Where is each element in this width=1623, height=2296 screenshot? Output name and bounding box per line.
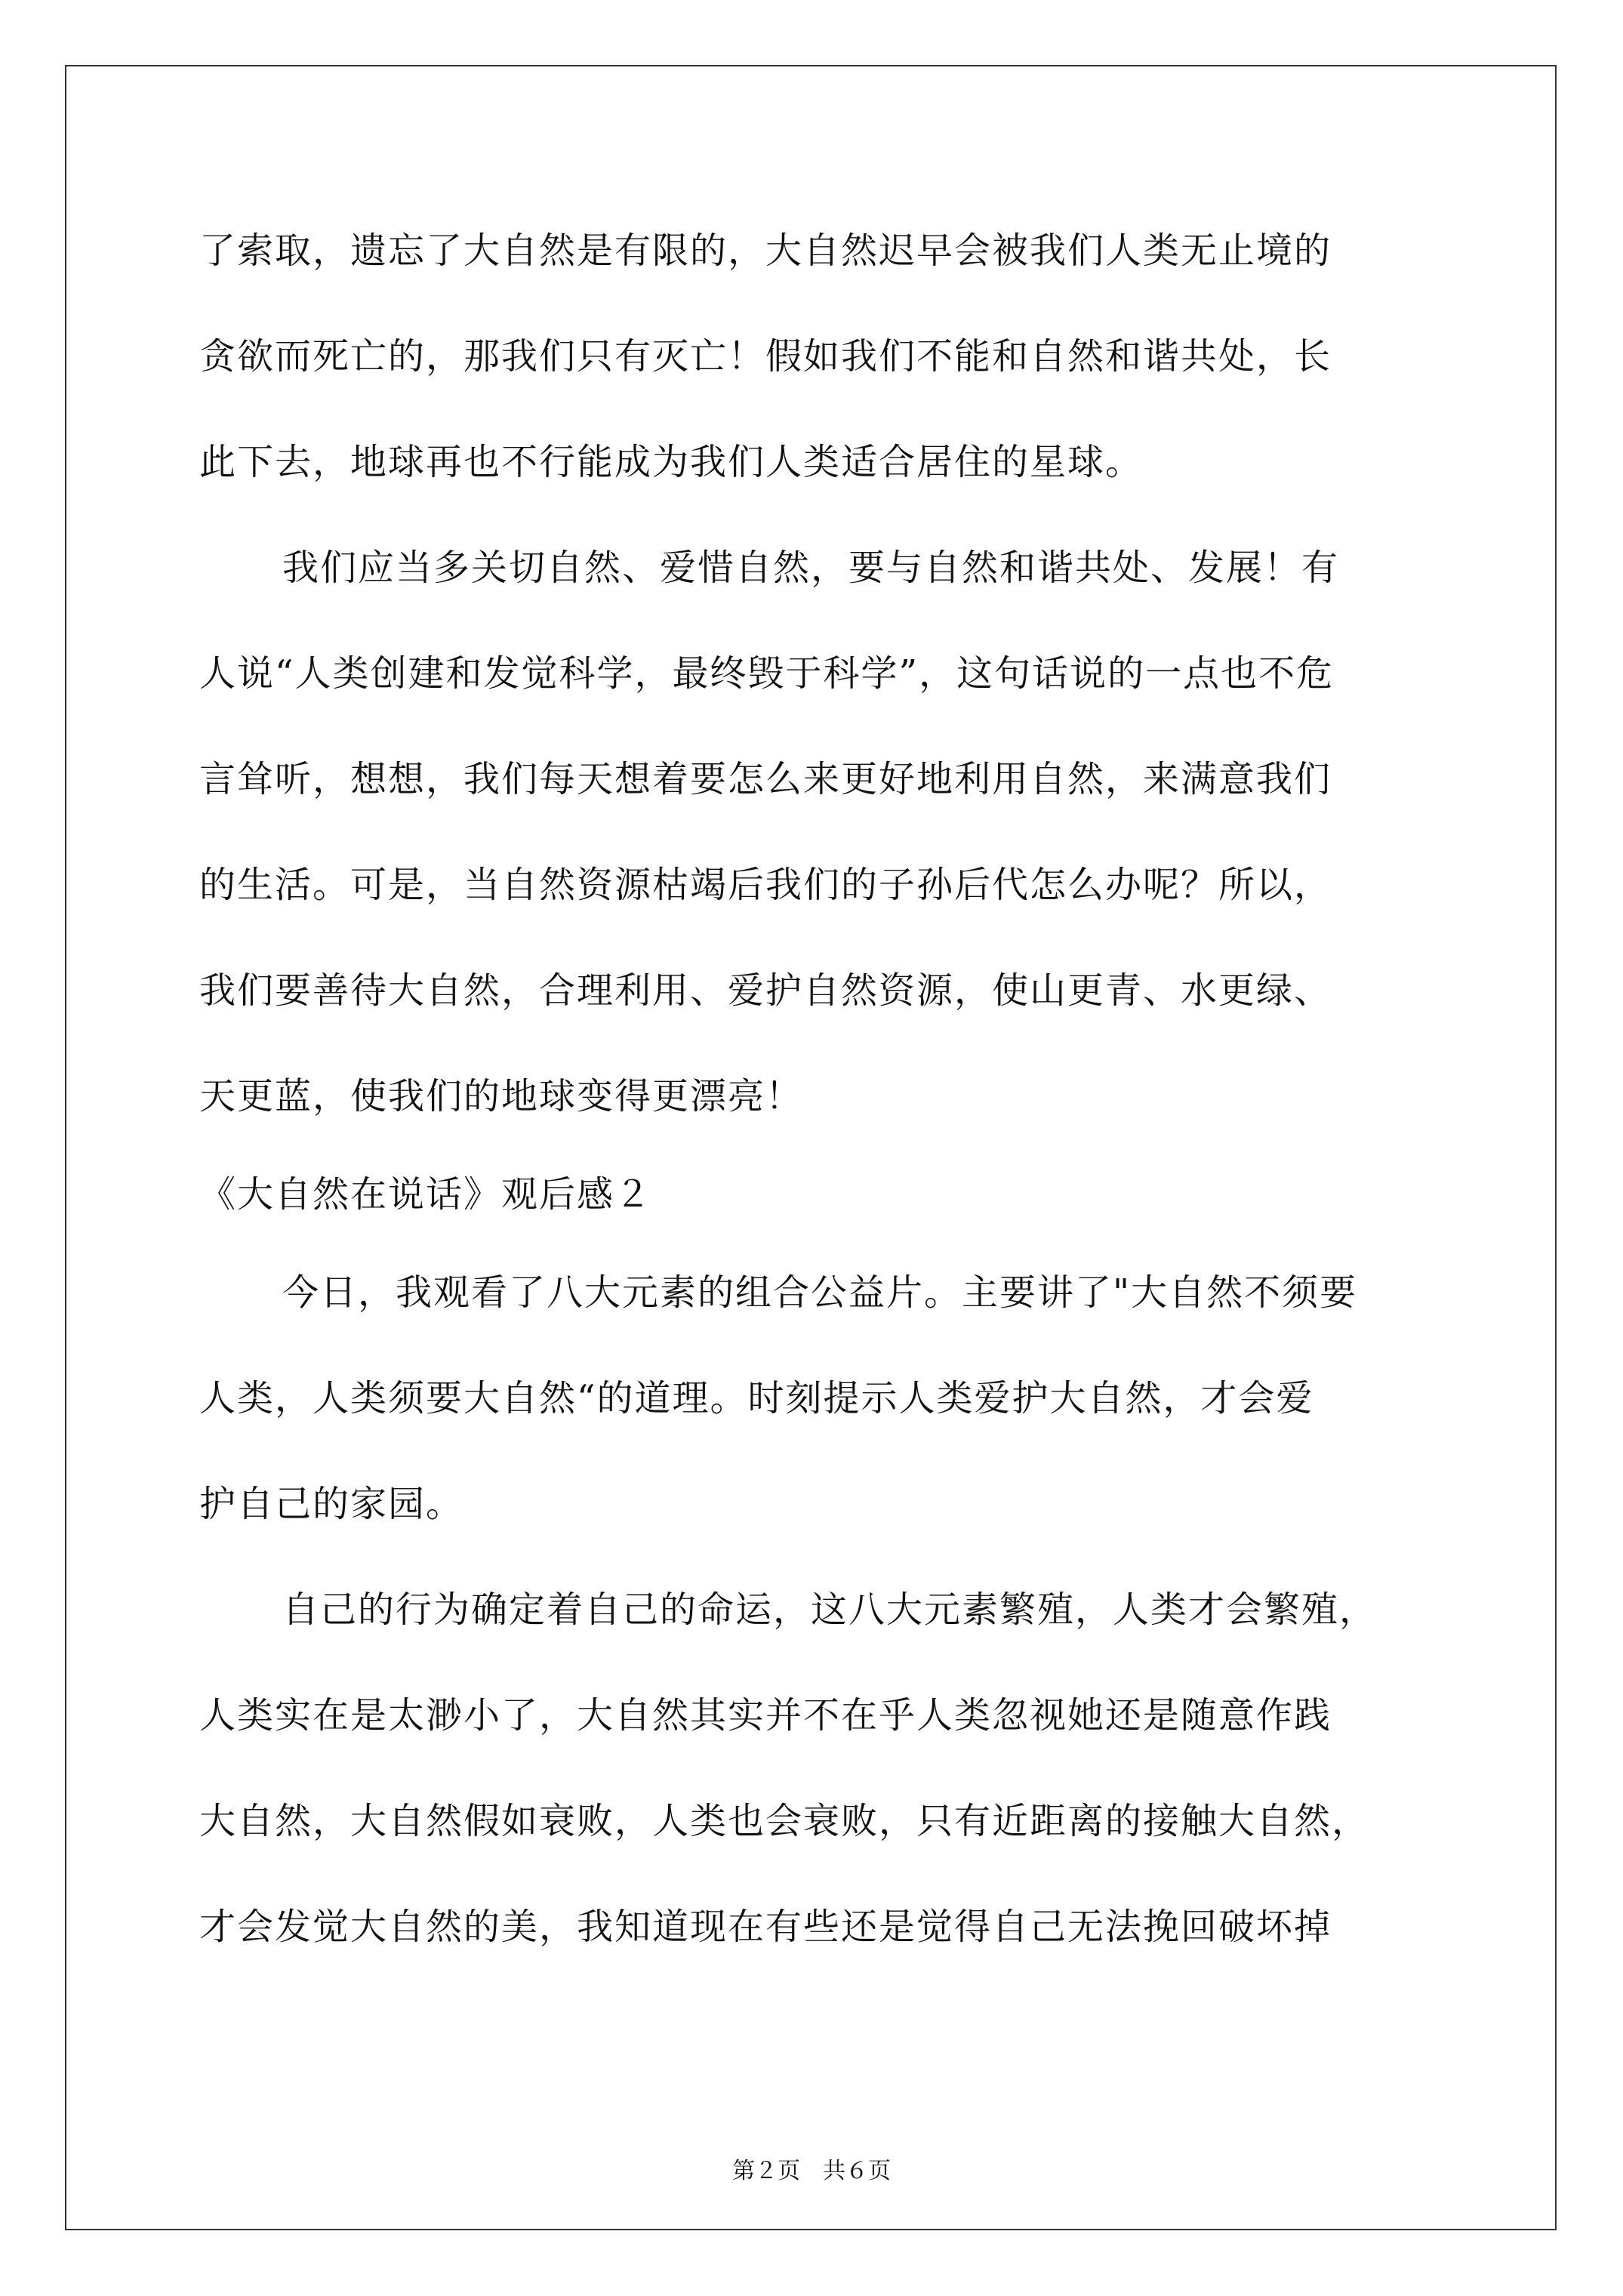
paragraph-line: 人类实在是太渺小了，大自然其实并不在乎人类忽视她还是随意作践	[199, 1694, 1332, 1737]
paragraph-line: 的生活。可是，当自然资源枯竭后我们的子孙后代怎么办呢？所以，	[199, 864, 1332, 906]
paragraph-line: 了索取，遗忘了大自然是有限的，大自然迟早会被我们人类无止境的	[199, 230, 1332, 272]
paragraph-line: 才会发觉大自然的美，我知道现在有些还是觉得自己无法挽回破坏掉	[199, 1906, 1332, 1948]
paragraph-line: 贪欲而死亡的，那我们只有灭亡！假如我们不能和自然和谐共处，长	[199, 335, 1332, 378]
paragraph-line: 我们要善待大自然，合理利用、爱护自然资源，使山更青、水更绿、	[199, 969, 1332, 1012]
paragraph-line: 大自然，大自然假如衰败，人类也会衰败，只有近距离的接触大自然，	[199, 1800, 1370, 1842]
paragraph-line: 人类，人类须要大自然“的道理。时刻提示人类爱护大自然，才会爱	[199, 1377, 1314, 1419]
paragraph-line: 自己的行为确定着自己的命运，这八大元素繁殖，人类才会繁殖，	[282, 1589, 1378, 1631]
paragraph-line: 此下去，地球再也不行能成为我们人类适合居住的星球。	[199, 441, 1144, 483]
document-body	[199, 198, 1437, 1980]
paragraph-line: 人说“人类创建和发觉科学，最终毁于科学”，这句话说的一点也不危	[199, 652, 1335, 695]
paragraph-line: 护自己的家园。	[199, 1483, 464, 1525]
section-title: 《大自然在说话》观后感２	[199, 1173, 653, 1216]
paragraph-line: 言耸听，想想，我们每天想着要怎么来更好地利用自然，来满意我们	[199, 758, 1332, 800]
page-footer: 第２页 共６页	[732, 2158, 891, 2184]
paragraph-line: 我们应当多关切自然、爱惜自然，要与自然和谐共处、发展！有	[282, 547, 1340, 589]
paragraph-line: 今日，我观看了八大元素的组合公益片。主要讲了"大自然不须要	[282, 1271, 1358, 1314]
paragraph-line: 天更蓝，使我们的地球变得更漂亮！	[199, 1075, 804, 1117]
